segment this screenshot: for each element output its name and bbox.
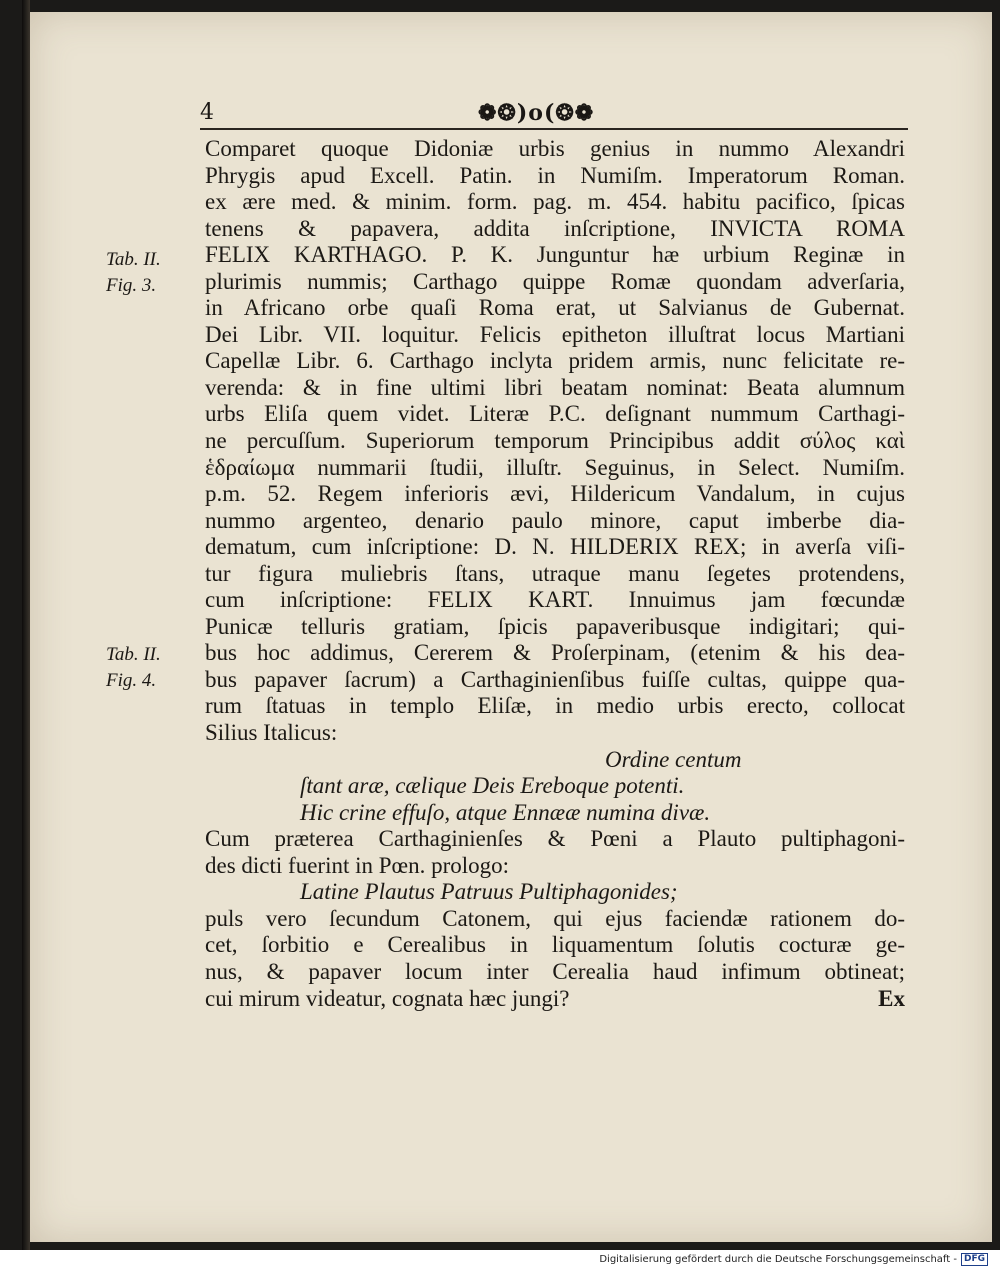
text-line: Comparet quoque Didoniæ urbis genius in nummo Alexandri bbox=[205, 136, 905, 161]
text-line: puls vero ſecundum Catonem, qui ejus faciendæ rationem do- bbox=[205, 905, 905, 931]
text-line: FELIX KARTHAGO. P. K. Junguntur hæ urbium Reginæ in bbox=[205, 242, 905, 268]
text-line: Cum præterea Carthaginienſes & Pœni a Plauto pultiphagoni- bbox=[205, 826, 905, 852]
body-text bbox=[205, 136, 905, 1012]
text-line: tenens & papavera, addita inſcriptione, INVICTA ROMA bbox=[205, 215, 905, 241]
text-line: Phrygis apud Excell. Patin. in Numiſm. Imperatorum Roman. bbox=[205, 162, 905, 188]
page-header bbox=[200, 100, 910, 132]
text-line: tur figura muliebris ſtans, utraque manu ſegetes protendens, bbox=[205, 560, 905, 586]
text-line: nus, & papaver locum inter Cerealia haud infimum obtineat; bbox=[205, 958, 905, 984]
text-line: plurimis nummis; Carthago quippe Romæ quondam adverſaria, bbox=[205, 268, 905, 294]
header-rule bbox=[200, 128, 908, 130]
header-ornament: ❁❂)o(❂❁ bbox=[478, 100, 595, 126]
verse-line: Hic crine effuſo, atque Ennææ numina divæ. bbox=[300, 799, 711, 825]
margin-note-tab2-fig3 bbox=[106, 247, 161, 299]
margin-note-tab: Tab. II. bbox=[106, 249, 161, 270]
text-line: p.m. 52. Regem inferioris ævi, Hildericum Vandalum, in cujus bbox=[205, 481, 905, 507]
credit-text: Digitalisierung gefördert durch die Deutsche Forschungsgemeinschaft - bbox=[599, 1254, 957, 1265]
book-edge bbox=[22, 0, 30, 1250]
text-line: Silius Italicus: bbox=[205, 720, 338, 746]
text-line: verenda: & in fine ultimi libri beatam nominat: Beata alumnum bbox=[205, 374, 905, 400]
text-line: bus hoc addimus, Cererem & Proſerpinam, (etenim & his dea- bbox=[205, 640, 905, 666]
verse-line: ſtant aræ, cælique Deis Ereboque potenti. bbox=[300, 773, 685, 799]
text-line: cet, ſorbitio e Cerealibus in liquamentum ſolutis cocturæ ge- bbox=[205, 932, 905, 958]
text-line: Dei Libr. VII. loquitur. Felicis epitheton illuſtrat locus Martiani bbox=[205, 321, 905, 347]
text-line: des dicti fuerint in Pœn. prologo: bbox=[205, 852, 510, 878]
text-line: Punicæ telluris gratiam, ſpicis papaveribusque indigitari; qui- bbox=[205, 613, 905, 639]
text-line-final bbox=[205, 986, 905, 1013]
text-line: Capellæ Libr. 6. Carthago inclyta pridem armis, nunc felicitate re- bbox=[205, 348, 905, 374]
text-line: urbs Eliſa quem videt. Literæ P.C. deſignant nummum Carthagi- bbox=[205, 401, 905, 427]
text-line: ἑδραίωμα nummarii ſtudii, illuſtr. Seguinus, in Select. Numiſm. bbox=[205, 454, 905, 480]
margin-note-fig: Fig. 3. bbox=[106, 275, 157, 296]
text-line: ne percuſſum. Superiorum temporum Principibus addit σύλος καὶ bbox=[205, 428, 905, 454]
text-line: cum inſcriptione: FELIX KART. Innuimus jam fœcundæ bbox=[205, 587, 905, 613]
verse-line: Ordine centum bbox=[605, 746, 742, 772]
text-line: in Africano orbe quaſi Roma erat, ut Salvianus de Gubernat. bbox=[205, 295, 905, 321]
page-number: 4 bbox=[200, 100, 214, 125]
margin-note-tab2-fig4 bbox=[106, 642, 161, 694]
margin-note-tab: Tab. II. bbox=[106, 644, 161, 665]
verse-line: Latine Plautus Patruus Pultiphagonides; bbox=[300, 879, 678, 905]
digitization-credit bbox=[599, 1253, 988, 1266]
text-line: rum ſtatuas in templo Eliſæ, in medio urbis erecto, collocat bbox=[205, 693, 905, 719]
catchword: Ex bbox=[878, 985, 905, 1011]
margin-note-fig: Fig. 4. bbox=[106, 670, 157, 691]
text-line: dematum, cum inſcriptione: D. N. HILDERIX REX; in averſa viſi- bbox=[205, 534, 905, 560]
text-line: cui mirum videatur, cognata hæc jungi? bbox=[205, 985, 570, 1011]
text-line: ex ære med. & minim. form. pag. m. 454. habitu pacifico, ſpicas bbox=[205, 189, 905, 215]
dfg-logo: DFG bbox=[961, 1253, 988, 1266]
text-line: bus papaver ſacrum) a Carthaginienſibus fuiſſe cultas, quippe qua- bbox=[205, 666, 905, 692]
text-line: nummo argenteo, denario paulo minore, caput imberbe dia- bbox=[205, 507, 905, 533]
